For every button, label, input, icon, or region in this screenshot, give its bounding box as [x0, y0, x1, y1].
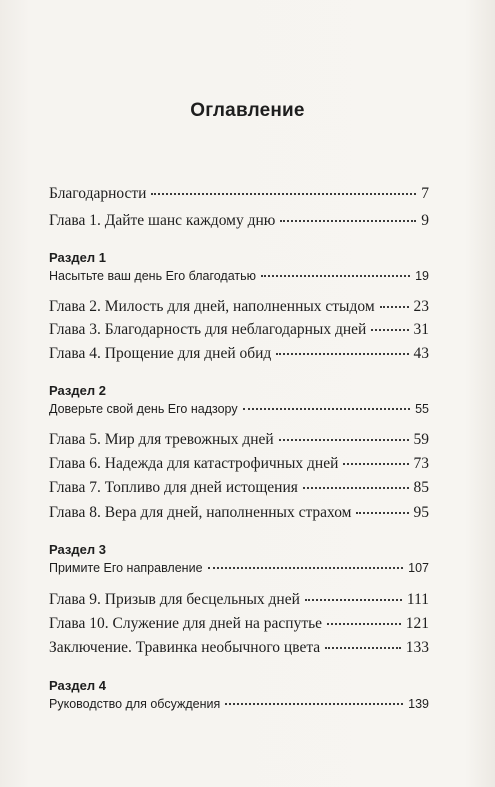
toc-entry-label: Благодарности — [49, 185, 147, 202]
toc-entry-chapter-10[interactable] — [49, 616, 429, 632]
toc-entry-page: 85 — [413, 479, 429, 496]
dot-leader — [279, 439, 409, 441]
toc-entry-chapter-8[interactable] — [49, 505, 429, 521]
section-heading-1: Раздел 1 — [49, 250, 106, 265]
toc-entry-section-4[interactable] — [49, 698, 429, 711]
section-heading-2: Раздел 2 — [49, 383, 106, 398]
toc-entry-page: 23 — [413, 298, 429, 315]
page-title: Оглавление — [190, 100, 305, 121]
toc-entry-page: 111 — [406, 591, 429, 608]
toc-entry-page: 19 — [415, 269, 429, 283]
dot-leader — [380, 306, 409, 308]
toc-entry-page: 121 — [405, 615, 429, 632]
toc-entry-label: Глава 9. Призыв для бесцельных дней — [49, 591, 300, 608]
toc-entry-section-2[interactable] — [49, 403, 429, 416]
toc-entry-page: 59 — [413, 431, 429, 448]
toc-entry-page: 9 — [421, 212, 429, 229]
dot-leader — [208, 567, 404, 569]
dot-leader — [276, 353, 408, 355]
section-heading-3: Раздел 3 — [49, 542, 106, 557]
toc-entry-page: 43 — [413, 345, 429, 362]
dot-leader — [280, 220, 416, 222]
dot-leader — [305, 599, 402, 601]
toc-entry-label: Руководство для обсуждения — [49, 697, 221, 711]
toc-entry-label: Глава 4. Прощение для дней обид — [49, 345, 272, 362]
toc-entry-label: Глава 8. Вера для дней, наполненных страхом — [49, 504, 352, 521]
dot-leader — [356, 512, 408, 514]
toc-entry-page: 107 — [408, 561, 429, 575]
dot-leader — [243, 408, 410, 410]
toc-entry-chapter-3[interactable] — [49, 322, 429, 338]
toc-entry-chapter-4[interactable] — [49, 346, 429, 362]
toc-entry-chapter-1[interactable] — [49, 213, 429, 229]
dot-leader — [225, 703, 403, 705]
dot-leader — [343, 463, 408, 465]
toc-entry-page: 31 — [413, 321, 429, 338]
toc-entry-label: Заключение. Травинка необычного цвета — [49, 639, 321, 656]
toc-entry-chapter-5[interactable] — [49, 432, 429, 448]
toc-entry-label: Глава 7. Топливо для дней истощения — [49, 479, 298, 496]
toc-entry-label: Примите Его направление — [49, 561, 203, 575]
toc-entry-label: Глава 3. Благодарность для неблагодарных дней — [49, 321, 367, 338]
toc-entry-page: 95 — [413, 504, 429, 521]
toc-entry-conclusion[interactable] — [49, 640, 429, 656]
toc-entry-page: 139 — [408, 697, 429, 711]
toc-entry-page: 73 — [413, 455, 429, 472]
toc-entry-chapter-6[interactable] — [49, 456, 429, 472]
dot-leader — [303, 487, 409, 489]
dot-leader — [371, 329, 408, 331]
toc-entry-label: Глава 1. Дайте шанс каждому дню — [49, 212, 276, 229]
dot-leader — [151, 193, 416, 195]
toc-entry-label: Глава 2. Милость для дней, наполненных стыдом — [49, 298, 375, 315]
toc-entry-chapter-9[interactable] — [49, 592, 429, 608]
section-heading-4: Раздел 4 — [49, 678, 106, 693]
toc-entry-section-1[interactable] — [49, 270, 429, 283]
toc-entry-page: 7 — [421, 185, 429, 202]
toc-entry-label: Доверьте свой день Его надзору — [49, 402, 238, 416]
toc-entry-label: Глава 6. Надежда для катастрофичных дней — [49, 455, 339, 472]
toc-entry-label: Насытьте ваш день Его благодатью — [49, 269, 257, 283]
toc-entry-chapter-2[interactable] — [49, 299, 429, 315]
toc-entry-acknowledgements[interactable] — [49, 186, 429, 202]
toc-entry-page: 133 — [405, 639, 429, 656]
dot-leader — [261, 275, 410, 277]
dot-leader — [327, 623, 401, 625]
toc-entry-label: Глава 5. Мир для тревожных дней — [49, 431, 274, 448]
toc-entry-chapter-7[interactable] — [49, 480, 429, 496]
dot-leader — [325, 647, 401, 649]
toc-entry-label: Глава 10. Служение для дней на распутье — [49, 615, 323, 632]
toc-entry-section-3[interactable] — [49, 562, 429, 575]
toc-entry-page: 55 — [415, 402, 429, 416]
